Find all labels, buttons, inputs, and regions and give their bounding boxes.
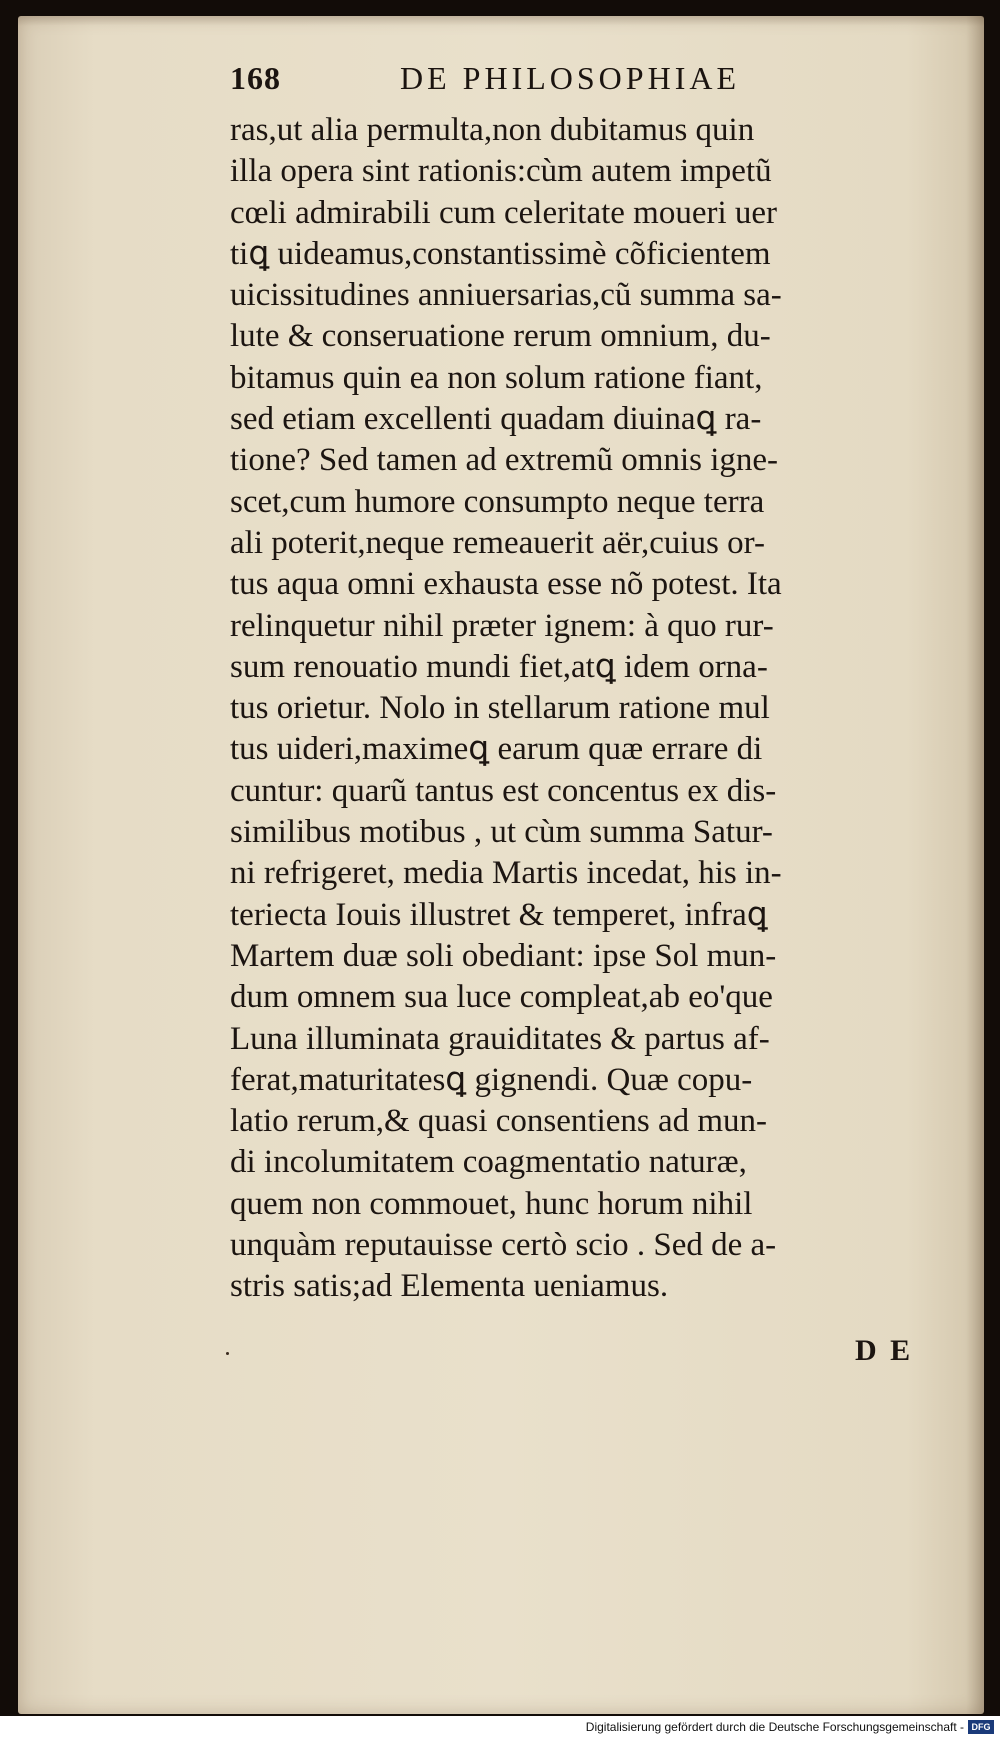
text-line: tione? Sed tamen ad extremũ omnis igne- [230, 442, 779, 479]
text-line: di incolumitatem coagmentatio naturæ, [230, 1144, 747, 1181]
text-line: cuntur: quarũ tantus est concentus ex dis- [230, 772, 777, 809]
page-number: 168 [230, 60, 281, 96]
text-line: lute & conseruatione rerum omnium, du- [230, 318, 771, 355]
body-text [230, 110, 930, 1308]
text-line: uicissitudines anniuersarias,cũ summa sa- [230, 277, 782, 314]
text-line: teriecta Iouis illustret & temperet, infraꝗ [230, 896, 768, 933]
catchword: D E [855, 1334, 914, 1367]
text-line: relinquetur nihil præter ignem: à quo rur- [230, 607, 774, 644]
text-line: sed etiam excellenti quadam diuinaꝗ ra- [230, 401, 762, 438]
text-line: tus orietur. Nolo in stellarum ratione mul [230, 690, 770, 727]
text-line: Luna illuminata grauiditates & partus af- [230, 1020, 770, 1057]
dfg-logo-icon: DFG [968, 1720, 994, 1734]
text-line: ali poterit,neque remeauerit aër,cuius or- [230, 524, 765, 561]
text-line: similibus motibus , ut cùm summa Satur- [230, 814, 773, 851]
running-head: DE PHILOSOPHIAE [400, 60, 740, 96]
text-line: cœli admirabili cum celeritate moueri uer [230, 194, 778, 231]
text-line: Martem duæ soli obediant: ipse Sol mun- [230, 937, 777, 974]
footer-credit: Digitalisierung gefördert durch die Deutsche Forschungsgemeinschaft - [585, 1720, 964, 1734]
digitization-footer [0, 1716, 1000, 1740]
page-top-shadow [18, 16, 984, 26]
text-line: stris satis;ad Elementa ueniamus. [230, 1268, 669, 1305]
page-edge-shadow [966, 16, 984, 1714]
text-line: sum renouatio mundi fiet,atꝗ idem orna- [230, 648, 768, 685]
text-line: ni refrigeret, media Martis incedat, his in- [230, 855, 782, 892]
text-line: dum omnem sua luce compleat,ab eo'que [230, 979, 773, 1016]
text-line: tus aqua omni exhausta esse nõ potest. Ita [230, 566, 782, 603]
page-header [230, 54, 810, 104]
text-line: illa opera sint rationis:cùm autem impetũ [230, 153, 772, 190]
text-line: ferat,maturitatesꝗ gignendi. Quæ copu- [230, 1061, 753, 1098]
text-line: scet,cum humore consumpto neque terra [230, 483, 765, 520]
text-line: latio rerum,& quasi consentiens ad mun- [230, 1103, 768, 1140]
text-line: unquàm reputauisse certò scio . Sed de a- [230, 1227, 777, 1264]
text-line: tiꝗ uideamus,constantissimè cõficientem [230, 235, 771, 272]
text-line: tus uideri,maximeꝗ earum quæ errare di [230, 731, 763, 768]
text-line: ras,ut alia permulta,non dubitamus quin [230, 112, 755, 148]
ink-speck [226, 1352, 229, 1355]
text-line: quem non commouet, hunc horum nihil [230, 1185, 753, 1222]
text-line: bitamus quin ea non solum ratione fiant, [230, 359, 763, 396]
